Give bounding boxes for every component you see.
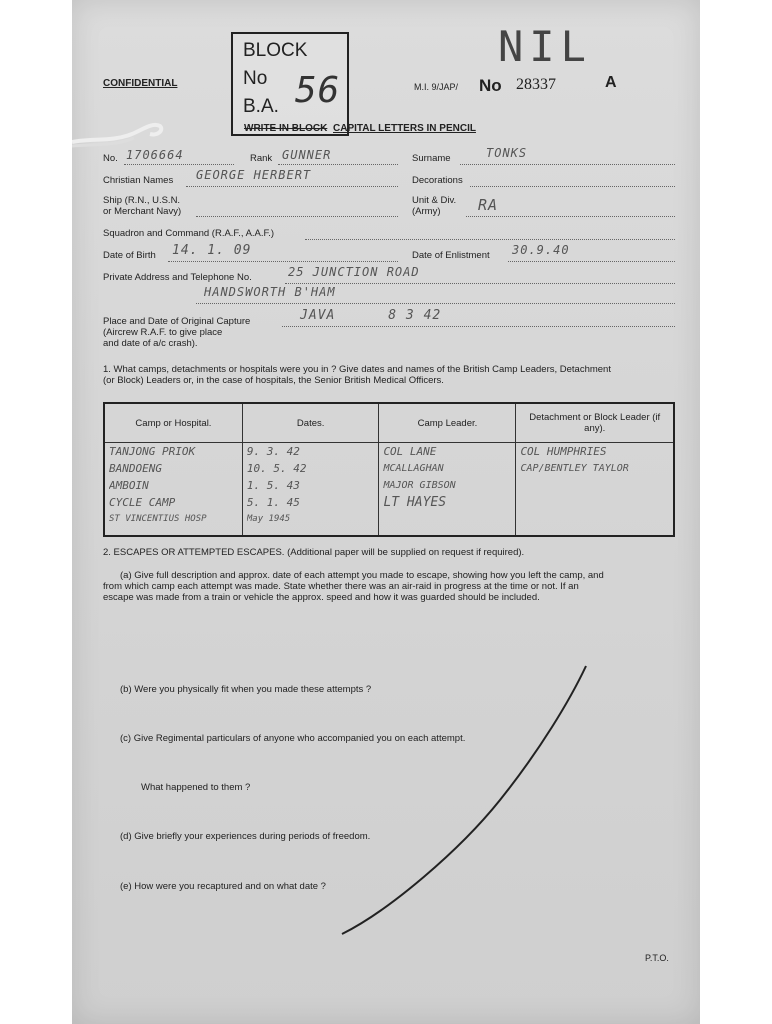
- address-line-2: [196, 303, 675, 304]
- camp-column: [104, 443, 242, 537]
- rank-line: [278, 164, 398, 165]
- address-label: Private Address and Telephone No.: [103, 272, 252, 283]
- no-label-header: No: [479, 76, 502, 95]
- form-number: 28337: [516, 76, 556, 93]
- question-1-line-1: 1. What camps, detachments or hospitals were you in ? Give dates and names of the British Camp Leaders, Detachment: [103, 364, 611, 375]
- enlistment-value: 30.9.40: [512, 243, 570, 257]
- detachment-column: [516, 443, 674, 537]
- pencil-instruction: CAPITAL LETTERS IN PENCIL: [333, 123, 476, 134]
- question-2a-line-2: from which camp each attempt was made. State whether there was an air-raid in progress at the time or not. If an: [103, 581, 579, 592]
- question-2c: (c) Give Regimental particulars of anyone who accompanied you on each attempt.: [120, 733, 466, 744]
- ship-line: [196, 216, 398, 217]
- rank-value: GUNNER: [282, 148, 332, 162]
- unit-value: RA: [478, 196, 499, 214]
- stamp-ba-text: B.A.: [243, 96, 279, 117]
- service-no-label: No.: [103, 153, 118, 164]
- decorations-line: [470, 186, 675, 187]
- string-tie-icon: [72, 112, 172, 152]
- enlistment-line: [508, 261, 675, 262]
- mi-reference: M.I. 9/JAP/: [414, 82, 459, 92]
- address-line-1: [285, 283, 675, 284]
- capture-label-3: and date of a/c crash).: [103, 338, 198, 349]
- camp-header: Camp or Hospital.: [104, 403, 242, 443]
- leader-entry: MCALLAGHAN: [383, 463, 444, 474]
- detachment-entry: CAP/BENTLEY TAYLOR: [520, 463, 629, 474]
- squadron-label: Squadron and Command (R.A.F., A.A.F.): [103, 228, 275, 239]
- squadron-line: [305, 239, 675, 240]
- rank-label: Rank: [250, 153, 273, 164]
- block-stamp: [231, 32, 349, 136]
- date-entry: 1. 5. 43: [246, 479, 300, 492]
- question-2e: (e) How were you recaptured and on what date ?: [120, 881, 326, 892]
- date-entry: 9. 3. 42: [246, 445, 300, 458]
- capture-label-2: (Aircrew R.A.F. to give place: [103, 327, 223, 338]
- question-2a-line-1: (a) Give full description and approx. date of each attempt you made to escape, showing how you left the camp, and: [120, 570, 604, 581]
- question-2d: (d) Give briefly your experiences during periods of freedom.: [120, 831, 371, 842]
- address-value-2: HANDSWORTH B'HAM: [204, 285, 336, 299]
- address-value-1: 25 JUNCTION ROAD: [288, 265, 420, 279]
- dates-column: [242, 443, 379, 537]
- question-2a-line-3: escape was made from a train or vehicle the approx. speed and how it was guarded should be included.: [103, 592, 540, 603]
- camp-entry: CYCLE CAMP: [109, 496, 176, 509]
- leader-entry: COL LANE: [383, 445, 437, 458]
- detachment-entry: COL HUMPHRIES: [520, 445, 607, 458]
- camp-entry: BANDOENG: [109, 462, 162, 475]
- surname-value: TONKS: [486, 146, 528, 160]
- stamp-block-text: BLOCK: [243, 40, 308, 61]
- camp-entry: AMBOIN: [109, 479, 149, 492]
- enlistment-label: Date of Enlistment: [412, 250, 490, 261]
- capture-value: JAVA 8 3 42: [300, 308, 442, 323]
- camp-entry: ST VINCENTIUS HOSP: [109, 514, 207, 524]
- service-no-line: [124, 164, 234, 165]
- leader-column: [379, 443, 516, 537]
- unit-line: [466, 216, 675, 217]
- camp-entry: TANJONG PRIOK: [109, 445, 196, 458]
- question-1-line-2: (or Block) Leaders or, in the case of hospitals, the Senior British Medical Officers.: [103, 375, 444, 386]
- date-entry: 5. 1. 45: [246, 496, 300, 509]
- capture-line: [282, 326, 675, 327]
- camp-leader-header: Camp Leader.: [379, 403, 516, 443]
- dob-value: 14. 1. 09: [172, 243, 252, 258]
- leader-entry: LT HAYES: [383, 495, 447, 510]
- pto-label: P.T.O.: [645, 953, 669, 963]
- dates-header: Dates.: [242, 403, 379, 443]
- surname-line: [460, 164, 675, 165]
- ship-label-1: Ship (R.N., U.S.N.: [103, 195, 181, 206]
- surname-label: Surname: [412, 153, 451, 164]
- detachment-header: Detachment or Block Leader (if any).: [516, 403, 674, 443]
- stamp-number: 56: [295, 70, 341, 111]
- question-what-happened: What happened to them ?: [141, 782, 251, 793]
- ship-label-2: or Merchant Navy): [103, 206, 182, 217]
- decorations-label: Decorations: [412, 175, 463, 186]
- confidential-label: CONFIDENTIAL: [103, 78, 178, 89]
- dob-label: Date of Birth: [103, 250, 156, 261]
- stamp-no-text: No: [243, 68, 268, 89]
- form-suffix: A: [605, 74, 617, 91]
- handwritten-nil: NIL: [498, 22, 592, 71]
- christian-names-value: GEORGE HERBERT: [196, 168, 312, 182]
- date-entry: May 1945: [246, 514, 291, 524]
- capture-label-1: Place and Date of Original Capture: [103, 316, 251, 327]
- date-entry: 10. 5. 42: [246, 462, 307, 475]
- christian-names-line: [186, 186, 398, 187]
- leader-entry: MAJOR GIBSON: [383, 480, 456, 491]
- question-2-title: 2. ESCAPES OR ATTEMPTED ESCAPES. (Additional paper will be supplied on request if required).: [103, 547, 525, 558]
- question-2b: (b) Were you physically fit when you made these attempts ?: [120, 684, 372, 695]
- unit-label-1: Unit & Div.: [412, 195, 457, 206]
- camp-table: [103, 402, 675, 537]
- unit-label-2: (Army): [412, 206, 441, 217]
- dob-line: [168, 261, 398, 262]
- service-no-value: 1706664: [126, 148, 184, 162]
- christian-names-label: Christian Names: [103, 175, 174, 186]
- struck-text: WRITE IN BLOCK: [244, 123, 328, 134]
- diagonal-strike-icon: [330, 660, 600, 940]
